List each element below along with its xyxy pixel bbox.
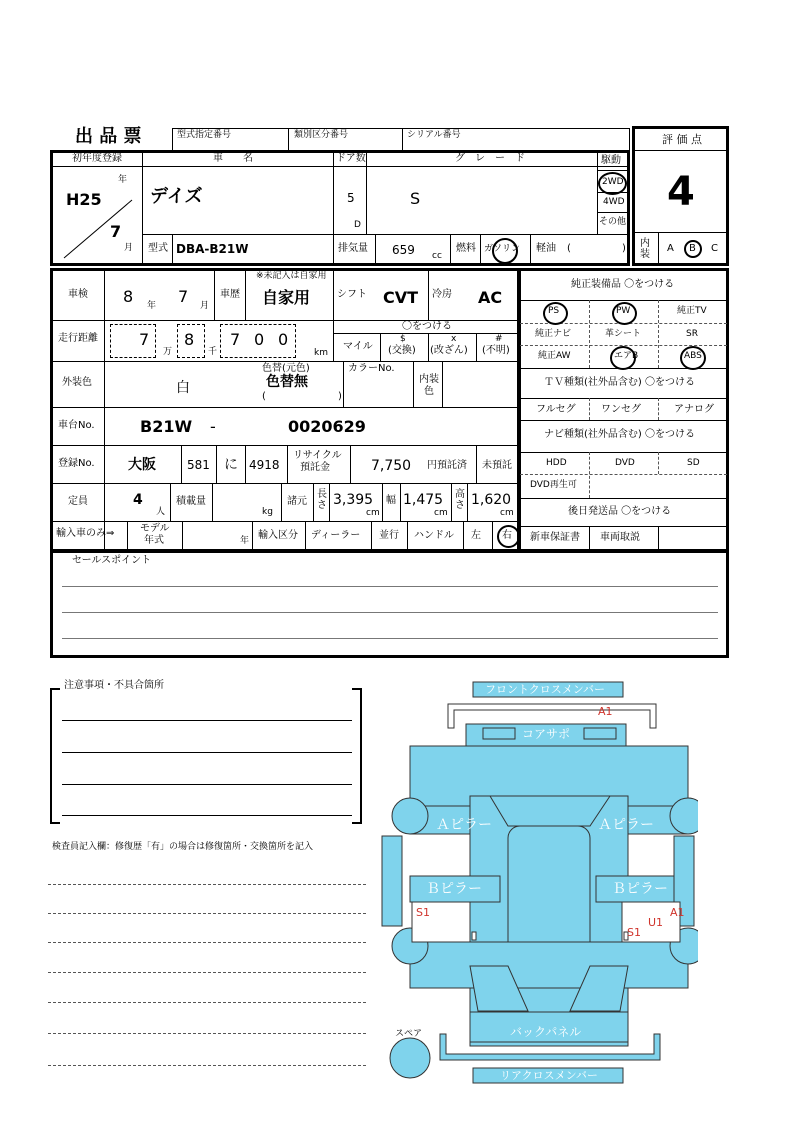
wheel-front-left <box>392 798 428 834</box>
tv-analog: アナログ <box>674 404 714 415</box>
length-value: 3,395 <box>333 492 374 508</box>
tv-oneseg: ワンセグ <box>601 404 641 415</box>
int-color-label-1: 内装 <box>419 374 439 385</box>
shaken-year-unit: 年 <box>147 301 157 311</box>
height-value: 1,620 <box>471 492 512 508</box>
equip-pw-circle <box>612 302 637 325</box>
color-paren-open: ( <box>262 391 266 402</box>
left-a-pillar-label: Ａピラー <box>436 817 492 833</box>
recycle-value: 7,750 <box>371 458 412 474</box>
navi-title: ナビ種類(社外品含む) 〇をつける <box>544 429 695 440</box>
handle-label: ハンドル <box>414 530 454 541</box>
shaken-month-unit: 月 <box>200 301 210 311</box>
mileage-opt2-sym: x <box>451 334 457 344</box>
handle-right-circle <box>497 525 520 548</box>
shaken-year: 8 <box>123 287 134 306</box>
reg-kana: に <box>224 457 238 473</box>
color-change-value: 色替無 <box>266 374 308 390</box>
light-oil-paren-open: ( <box>567 243 571 254</box>
car-name-value: デイズ <box>150 186 203 207</box>
mark-right-u1: U1 <box>648 916 664 929</box>
model-designation-label: 型式指定番号 <box>177 130 232 140</box>
later-title: 後日発送品 〇をつける <box>568 506 672 517</box>
rating-label: 評 価 点 <box>662 133 702 146</box>
fuel-gasoline-circle <box>492 238 518 264</box>
chassis-prefix: B21W <box>140 417 193 436</box>
load-label: 積載量 <box>176 496 206 507</box>
form-title: 出 品 票 <box>75 126 142 147</box>
mileage-digit-2: 8 <box>184 330 195 349</box>
displacement-value: 659 <box>392 243 415 257</box>
grade-value: S <box>410 189 421 208</box>
model-year-label-2: 年式 <box>144 535 164 546</box>
car-name-label: 車 名 <box>213 153 253 164</box>
chassis-number: 0020629 <box>288 417 366 436</box>
tv-title: ＴＶ種類(社外品含む) 〇をつける <box>544 377 695 388</box>
mark-right-s1: S1 <box>627 926 641 939</box>
mileage-unit-sen: 千 <box>208 347 218 357</box>
fuel-value: ガソリン <box>484 244 521 254</box>
length-label: 長さ <box>317 489 327 511</box>
import-year-unit: 年 <box>240 536 250 546</box>
reg-class-no: 581 <box>187 458 210 472</box>
equip-airbag: エアB <box>614 351 639 361</box>
recycle-deposited: 円預託済 <box>427 460 467 471</box>
history-note: ※未記入は自家用 <box>256 271 327 281</box>
history-value: 自家用 <box>262 288 311 307</box>
equip-airbag-circle <box>610 346 639 370</box>
right-a-pillar-label: Ａピラー <box>598 817 654 833</box>
doors-label: ドア数 <box>336 153 366 164</box>
chassis-dash: - <box>210 417 216 436</box>
sales-point-label: セールスポイント <box>72 555 152 566</box>
recycle-label-2: 預託金 <box>300 462 330 473</box>
handle-right: 右 <box>502 530 512 541</box>
rear-cross-label: リアクロスメンバー <box>500 1069 598 1082</box>
mileage-unknown: (不明) <box>482 345 510 356</box>
mileage-digit-4: 0 <box>254 330 265 349</box>
recycle-not-deposited: 未預託 <box>482 460 512 471</box>
year-unit: 年 <box>118 175 128 185</box>
chassis-label: 車台No. <box>58 420 95 431</box>
interior-b: B <box>689 243 696 254</box>
inspection-block <box>50 268 520 552</box>
caution-bracket-left <box>50 688 60 824</box>
capacity-value: 4 <box>133 492 143 508</box>
inspector-label: 検査員記入欄：修復歴「有」の場合は修復箇所・交換箇所を記入 <box>52 842 314 852</box>
doors-value: 5 <box>347 191 355 205</box>
mark-right-a1: A1 <box>670 906 685 919</box>
width-unit: cm <box>434 508 448 518</box>
drive-label: 駆動 <box>601 155 621 166</box>
navi-dvd: DVD <box>615 458 635 468</box>
rating-value: 4 <box>667 169 695 215</box>
width-value: 1,475 <box>403 492 444 508</box>
shaken-label: 車検 <box>68 289 88 300</box>
tv-fullseg: フルセグ <box>536 404 576 415</box>
displacement-unit: cc <box>432 251 442 261</box>
load-unit: kg <box>262 507 273 517</box>
equip-aw: 純正AW <box>538 351 571 361</box>
model-value: DBA-B21W <box>176 242 249 256</box>
color-paren-close: ) <box>338 391 342 402</box>
shift-label: シフト <box>337 289 367 300</box>
mileage-opt1-sym: $ <box>400 334 406 344</box>
handle-left: 左 <box>471 530 481 541</box>
registration-label: 登録No. <box>58 458 95 469</box>
capacity-label: 定員 <box>68 496 88 507</box>
interior-b-circle <box>684 240 702 258</box>
drive-2wd-circle <box>598 172 627 195</box>
recycle-label-1: リサイクル <box>293 450 342 461</box>
spare-tire <box>390 1038 430 1078</box>
back-panel-label: バックパネル <box>510 1025 582 1039</box>
spare-label: スペア <box>395 1029 423 1039</box>
mileage-digit-5: 0 <box>278 330 289 349</box>
mileage-unit-man: 万 <box>163 347 173 357</box>
mark-front-a1: A1 <box>598 705 613 718</box>
model-year-label-1: モデル <box>140 523 170 534</box>
equip-tv: 純正TV <box>677 306 707 316</box>
month-unit: 月 <box>124 243 134 253</box>
serial-label: シリアル番号 <box>407 130 461 140</box>
light-oil-paren-close: ) <box>622 243 626 254</box>
mileage-mile: マイル <box>343 341 373 352</box>
reg-number: 4918 <box>249 458 280 472</box>
int-color-label-2: 色 <box>424 386 434 397</box>
right-b-pillar-label: Ｂピラー <box>612 881 668 897</box>
dvd-playable: DVD再生可 <box>530 480 577 490</box>
mileage-unit-km: km <box>314 348 328 358</box>
mileage-opt3-sym: # <box>495 334 503 344</box>
first-reg-year: H25 <box>66 190 102 209</box>
shift-value: CVT <box>383 288 419 307</box>
interior-a: A <box>667 243 674 254</box>
drive-2wd: 2WD <box>602 177 624 187</box>
navi-hdd: HDD <box>546 458 567 468</box>
navi-sd: SD <box>687 458 700 468</box>
first-reg-month: 7 <box>110 222 122 241</box>
later-warranty: 新車保証書 <box>530 532 580 543</box>
import-dealer: ディーラー <box>311 530 361 541</box>
mileage-exchanged: (交換) <box>388 345 416 356</box>
equip-abs-circle <box>680 346 706 370</box>
mileage-circle-note: 〇をつける <box>402 321 452 332</box>
equip-abs: ABS <box>684 351 702 361</box>
length-unit: cm <box>366 508 380 518</box>
displacement-label: 排気量 <box>338 243 368 254</box>
category-label: 類別区分番号 <box>294 130 349 140</box>
doors-unit: D <box>354 220 361 230</box>
ac-value: AC <box>478 288 503 307</box>
drive-other: その他 <box>599 217 627 227</box>
equip-sr: SR <box>686 329 698 339</box>
fuel-label: 燃料 <box>456 243 476 254</box>
mileage-label: 走行距離 <box>58 333 98 344</box>
mileage-tampered: (改ざん) <box>430 345 468 356</box>
equip-ps: PS <box>548 306 560 316</box>
interior-label: 内装 <box>640 238 650 260</box>
sales-point-box <box>50 550 729 658</box>
grade-label: グ レ ー ド <box>455 153 525 164</box>
model-label: 型式 <box>148 243 168 254</box>
color-no-label: カラーNo. <box>348 363 395 374</box>
equipment-title: 純正装備品 〇をつける <box>571 279 675 290</box>
capacity-unit: 人 <box>156 507 166 517</box>
history-label: 車歴 <box>220 289 240 300</box>
shaken-month: 7 <box>178 287 189 306</box>
caution-label: 注意事項・不具合箇所 <box>64 680 164 691</box>
equip-leather: 革シート <box>605 329 642 339</box>
equip-ps-circle <box>543 302 568 325</box>
import-parallel: 並行 <box>379 530 399 541</box>
height-label: 高さ <box>455 489 465 511</box>
ext-color-label: 外装色 <box>62 377 92 388</box>
caution-bracket-right <box>352 688 362 824</box>
header-id-row <box>172 128 630 152</box>
mark-left-s1: S1 <box>416 906 430 919</box>
mileage-digit-1: 7 <box>139 330 150 349</box>
ac-label: 冷房 <box>432 289 452 300</box>
width-label: 幅 <box>386 495 396 506</box>
left-b-pillar-label: Ｂピラー <box>426 881 482 897</box>
ext-color-value: 白 <box>176 380 190 396</box>
light-oil-label: 軽油 <box>536 243 556 254</box>
color-change-label: 色替(元色) <box>262 363 310 374</box>
front-cross-label: フロントクロスメンバー <box>485 683 606 696</box>
later-manual: 車両取説 <box>600 532 640 543</box>
equip-navi: 純正ナビ <box>535 329 572 339</box>
interior-c: C <box>711 243 718 254</box>
mileage-digit-3: 7 <box>230 330 241 349</box>
dims-label: 諸元 <box>287 496 307 507</box>
reg-region: 大阪 <box>128 457 156 473</box>
height-unit: cm <box>500 508 514 518</box>
core-support-label: コアサポ <box>522 727 571 741</box>
import-type-label: 輸入区分 <box>258 530 298 541</box>
drive-4wd: 4WD <box>603 197 625 207</box>
import-label: 輸入車のみ⇒ <box>56 528 115 539</box>
equip-pw: PW <box>616 306 631 316</box>
first-reg-label: 初年度登録 <box>72 153 122 164</box>
